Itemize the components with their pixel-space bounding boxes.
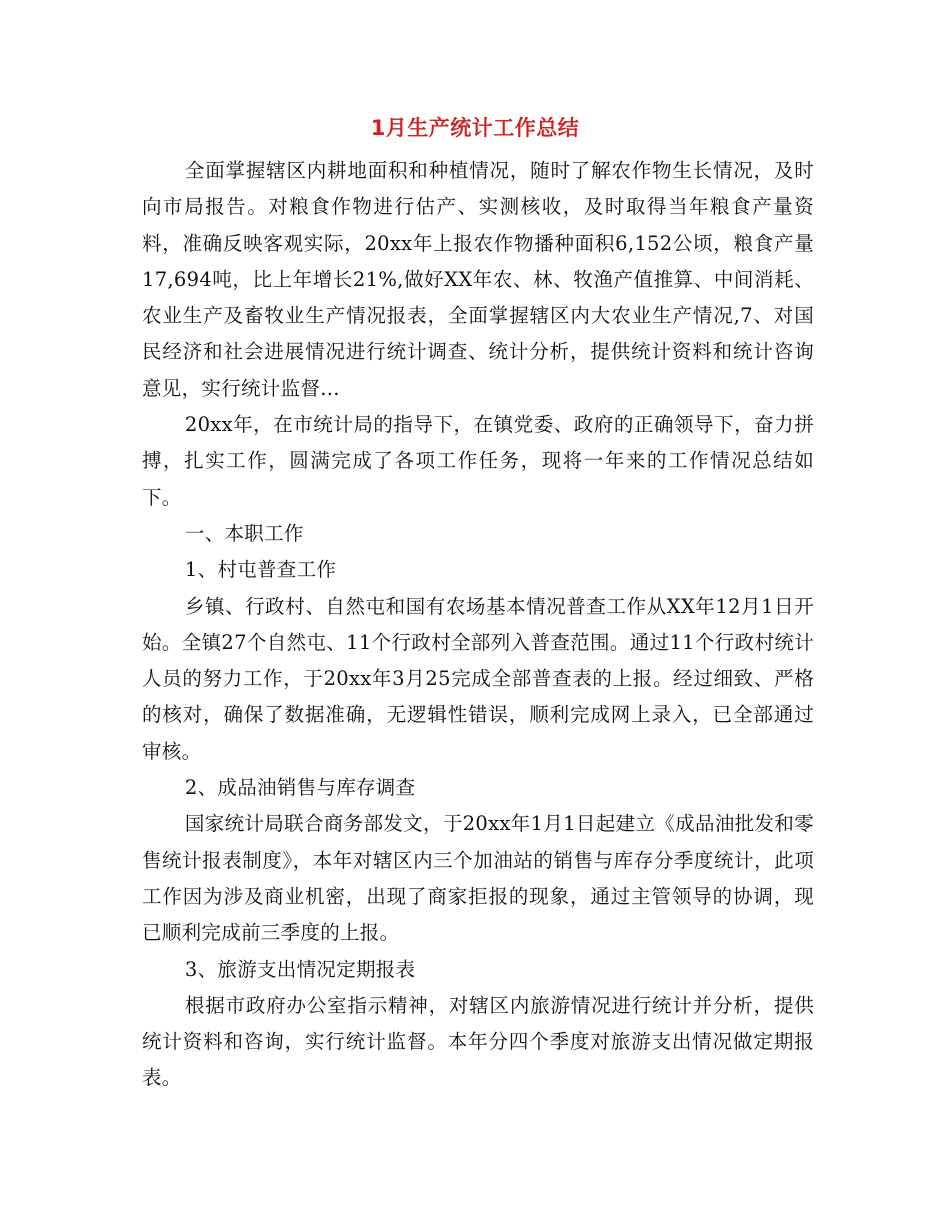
paragraph-intro: 全面掌握辖区内耕地面积和种植情况，随时了解农作物生长情况，及时向市局报告。对粮食作物进行估产、实测核收，及时取得当年粮食产量资料，准确反映客观实际，20xx年上报农作物播种面积6,152公顷，粮食产量17,694吨，比上年增长21%,做好XX年农、林、牧渔产值推算、中间消耗、农业生产及畜牧业生产情况报表，全面掌握辖区内大农业生产情况,7、对国民经济和社会进展情况进行统计调查、统计分析，提供统计资料和统计咨询意见，实行统计监督... xyxy=(142,159,814,400)
paragraph-village-census: 乡镇、行政村、自然屯和国有农场基本情况普查工作从XX年12月1日开始。全镇27个自然屯、11个行政村全部列入普查范围。通过11个行政村统计人员的努力工作，于20xx年3月25完成全部普查表的上报。经过细致、严格的核对，确保了数据准确，无逻辑性错误，顺利完成网上录入，已全部通过审核。 xyxy=(142,594,814,763)
document-title: 1月生产统计工作总结 xyxy=(370,116,580,140)
section-heading-main-work: 一、本职工作 xyxy=(184,521,304,545)
paragraph-tourism-report: 根据市政府办公室指示精神，对辖区内旅游情况进行统计并分析，提供统计资料和咨询，实行统计监督。本年分四个季度对旅游支出情况做定期报表。 xyxy=(142,993,814,1090)
subheading-tourism-report: 3、旅游支出情况定期报表 xyxy=(184,957,416,981)
document-body xyxy=(142,153,814,1097)
paragraph-oil-survey: 国家统计局联合商务部发文，于20xx年1月1日起建立《成品油批发和零售统计报表制度》，本年对辖区内三个加油站的销售与库存分季度统计，此项工作因为涉及商业机密，出现了商家拒报的现象，通过主管领导的协调，现已顺利完成前三季度的上报。 xyxy=(142,812,814,945)
paragraph-overview: 20xx年，在市统计局的指导下，在镇党委、政府的正确领导下，奋力拼搏，扎实工作，圆满完成了各项工作任务，现将一年来的工作情况总结如下。 xyxy=(142,413,814,509)
subheading-village-census: 1、村屯普查工作 xyxy=(184,558,337,582)
subheading-oil-survey: 2、成品油销售与库存调查 xyxy=(184,776,416,800)
